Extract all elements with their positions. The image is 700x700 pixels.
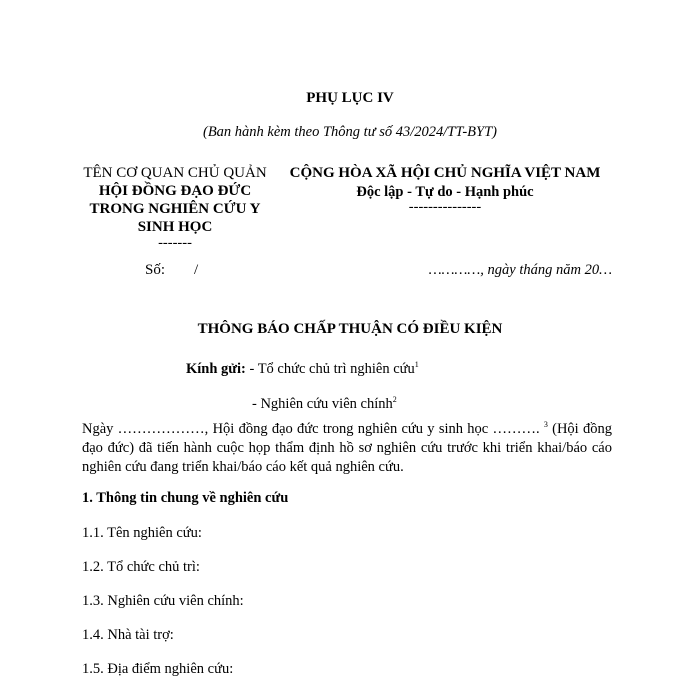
council-name-line2: TRONG NGHIÊN CỨU Y: [89, 201, 261, 217]
recipient-host-organization: - Tổ chức chủ trì nghiên cứu: [249, 361, 415, 377]
item-study-title: 1.1. Tên nghiên cứu:: [82, 525, 202, 541]
date-line: …………, ngày tháng năm 20…: [428, 262, 612, 278]
body-paragraph: [82, 420, 612, 477]
item-principal-investigator: 1.3. Nghiên cứu viên chính:: [82, 593, 244, 609]
footnote-ref-2: 2: [392, 395, 397, 405]
footnote-ref-1: 1: [414, 360, 419, 370]
agency-name: TÊN CƠ QUAN CHỦ QUẢN: [83, 165, 267, 181]
section1-heading: 1. Thông tin chung về nghiên cứu: [82, 490, 289, 506]
nation-name: CỘNG HÒA XÃ HỘI CHỦ NGHĨA VIỆT NAM: [289, 165, 601, 181]
document-number-label: Số:: [145, 262, 166, 278]
document-number-slash: /: [194, 262, 199, 278]
notice-title: THÔNG BÁO CHẤP THUẬN CÓ ĐIỀU KIỆN: [197, 321, 503, 337]
body-text-part2: (Hội đồng đạo đức) đã tiến hành cuộc họp thẩm định hồ sơ nghiên cứu trước khi triển khai/báo cáo nghiên cứu đang triển khai/báo cáo kết quả nghiên cứu.: [82, 421, 612, 475]
footnote-ref-3: 3: [543, 420, 548, 430]
council-name-line1: HỘI ĐỒNG ĐẠO ĐỨC: [98, 183, 252, 199]
item-host-organization: 1.2. Tổ chức chủ trì:: [82, 559, 200, 575]
recipient-line-1: [186, 361, 419, 378]
recipient-principal-investigator: - Nghiên cứu viên chính: [252, 396, 393, 412]
item-study-site: 1.5. Địa điểm nghiên cứu:: [82, 661, 234, 677]
issued-with-note: (Ban hành kèm theo Thông tư số 43/2024/TT-BYT): [202, 124, 497, 140]
appendix-title: PHỤ LỤC IV: [306, 90, 394, 106]
left-divider: -------: [158, 235, 192, 251]
body-text-part1: Ngày ………………, Hội đồng đạo đức trong nghiên cứu y sinh học ……….: [82, 421, 544, 437]
recipient-line-2: [252, 396, 397, 413]
national-motto: Độc lập - Tự do - Hạnh phúc: [356, 184, 534, 200]
council-name-line3: SINH HỌC: [137, 219, 213, 235]
recipient-label: Kính gửi:: [186, 361, 246, 377]
right-divider: ---------------: [408, 199, 482, 215]
item-sponsor: 1.4. Nhà tài trợ:: [82, 627, 174, 643]
